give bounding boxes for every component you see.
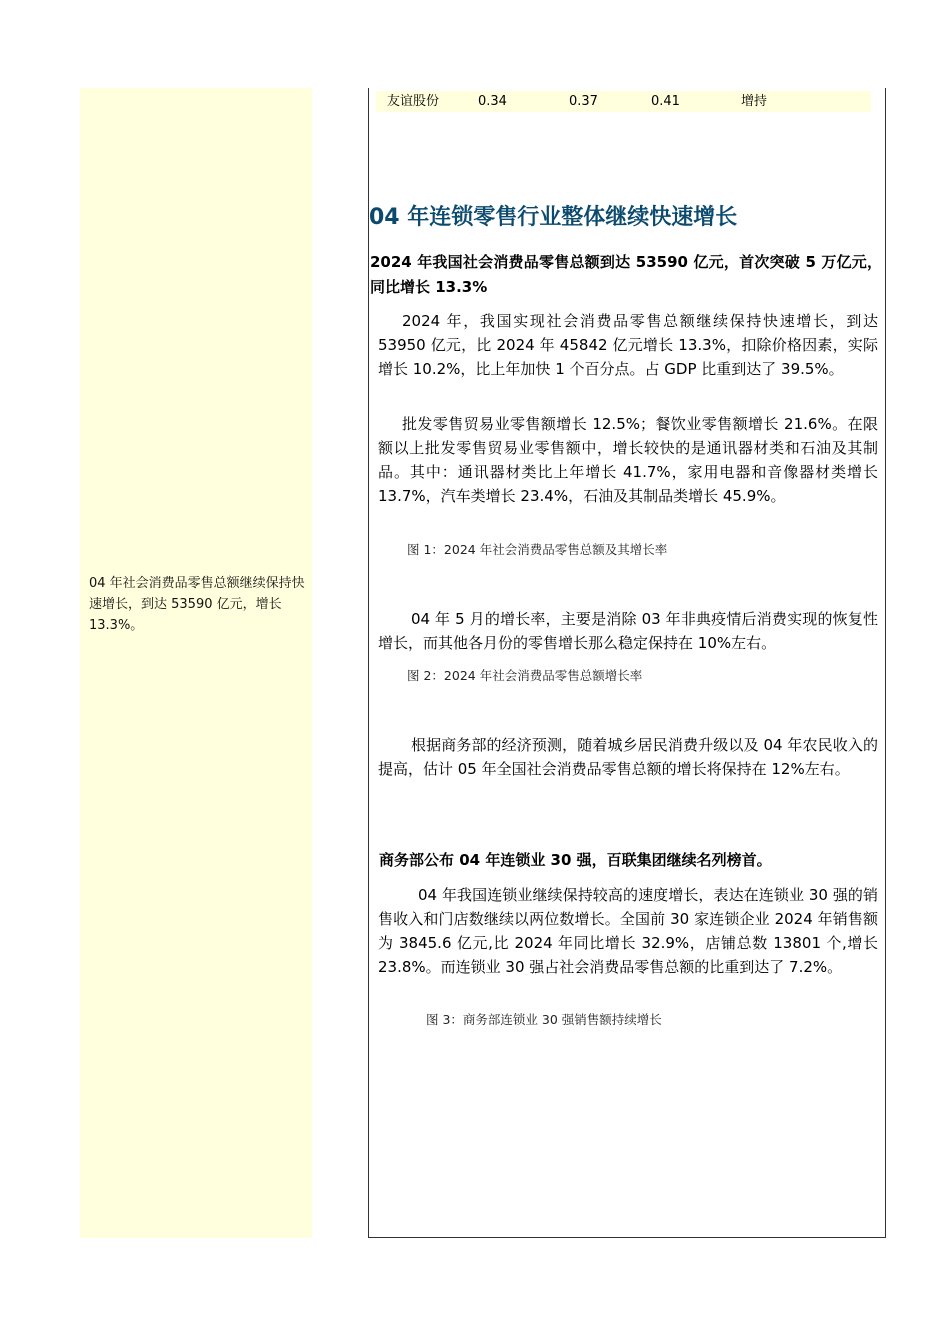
subheading: 2024 年我国社会消费品零售总额到达 53590 亿元，首次突破 5 万亿元，同比增长 13.3% bbox=[370, 253, 882, 296]
figure-caption: 图 3：商务部连锁业 30 强销售额持续增长 bbox=[426, 1012, 662, 1027]
figure-caption: 图 2：2024 年社会消费品零售总额增长率 bbox=[407, 668, 643, 683]
paragraph: 04 年 5 月的增长率，主要是消除 03 年非典疫情后消费实现的恢复性增长，而其他各月份的零售增长那么稳定保持在 10%左右。 bbox=[378, 610, 878, 652]
paragraph: 04 年我国连锁业继续保持较高的速度增长，表达在连锁业 30 强的销售收入和门店数继续以两位数增长。全国前 30 家连锁企业 2024 年销售额为 3845.6 亿元,比 2024 年同比增长 32.9%，店铺总数 13801 个,增长 23.8%。而连锁业 30 强占社会消费品零售总额的比重到达了 7.2%。 bbox=[378, 886, 878, 976]
main-content bbox=[368, 88, 886, 1238]
table-cell-value-3: 0.41 bbox=[651, 94, 680, 109]
paragraph: 2024 年，我国实现社会消费品零售总额继续保持快速增长，到达 53950 亿元，比 2024 年 45842 亿元增长 13.3%，扣除价格因素，实际增长 10.2%，比上年加快 1 个百分点。占 GDP 比重到达了 39.5%。 bbox=[378, 312, 878, 378]
sidebar-note: 04 年社会消费品零售总额继续保持快速增长，到达 53590 亿元，增长 13.3%。 bbox=[89, 576, 305, 633]
table-cell-rating: 增持 bbox=[741, 94, 768, 109]
paragraph: 批发零售贸易业零售额增长 12.5%；餐饮业零售额增长 21.6%。在限额以上批发零售贸易业零售额中，增长较快的是通讯器材类和石油及其制品。其中：通讯器材类比上年增长 41.7%，家用电器和音像器材类增长 13.7%，汽车类增长 23.4%，石油及其制品类增长 45.9%。 bbox=[378, 415, 878, 505]
section-title: 04 年连锁零售行业整体继续快速增长 bbox=[369, 205, 738, 230]
figure-caption: 图 1：2024 年社会消费品零售总额及其增长率 bbox=[407, 542, 668, 557]
subheading: 商务部公布 04 年连锁业 30 强，百联集团继续名列榜首。 bbox=[379, 851, 772, 869]
paragraph: 根据商务部的经济预测，随着城乡居民消费升级以及 04 年农民收入的提高，估计 05 年全国社会消费品零售总额的增长将保持在 12%左右。 bbox=[378, 736, 878, 778]
table-row bbox=[376, 91, 871, 112]
table-cell-company: 友谊股份 bbox=[387, 94, 440, 109]
sidebar bbox=[80, 88, 312, 1238]
table-cell-value-2: 0.37 bbox=[569, 94, 598, 109]
table-cell-value-1: 0.34 bbox=[478, 94, 507, 109]
